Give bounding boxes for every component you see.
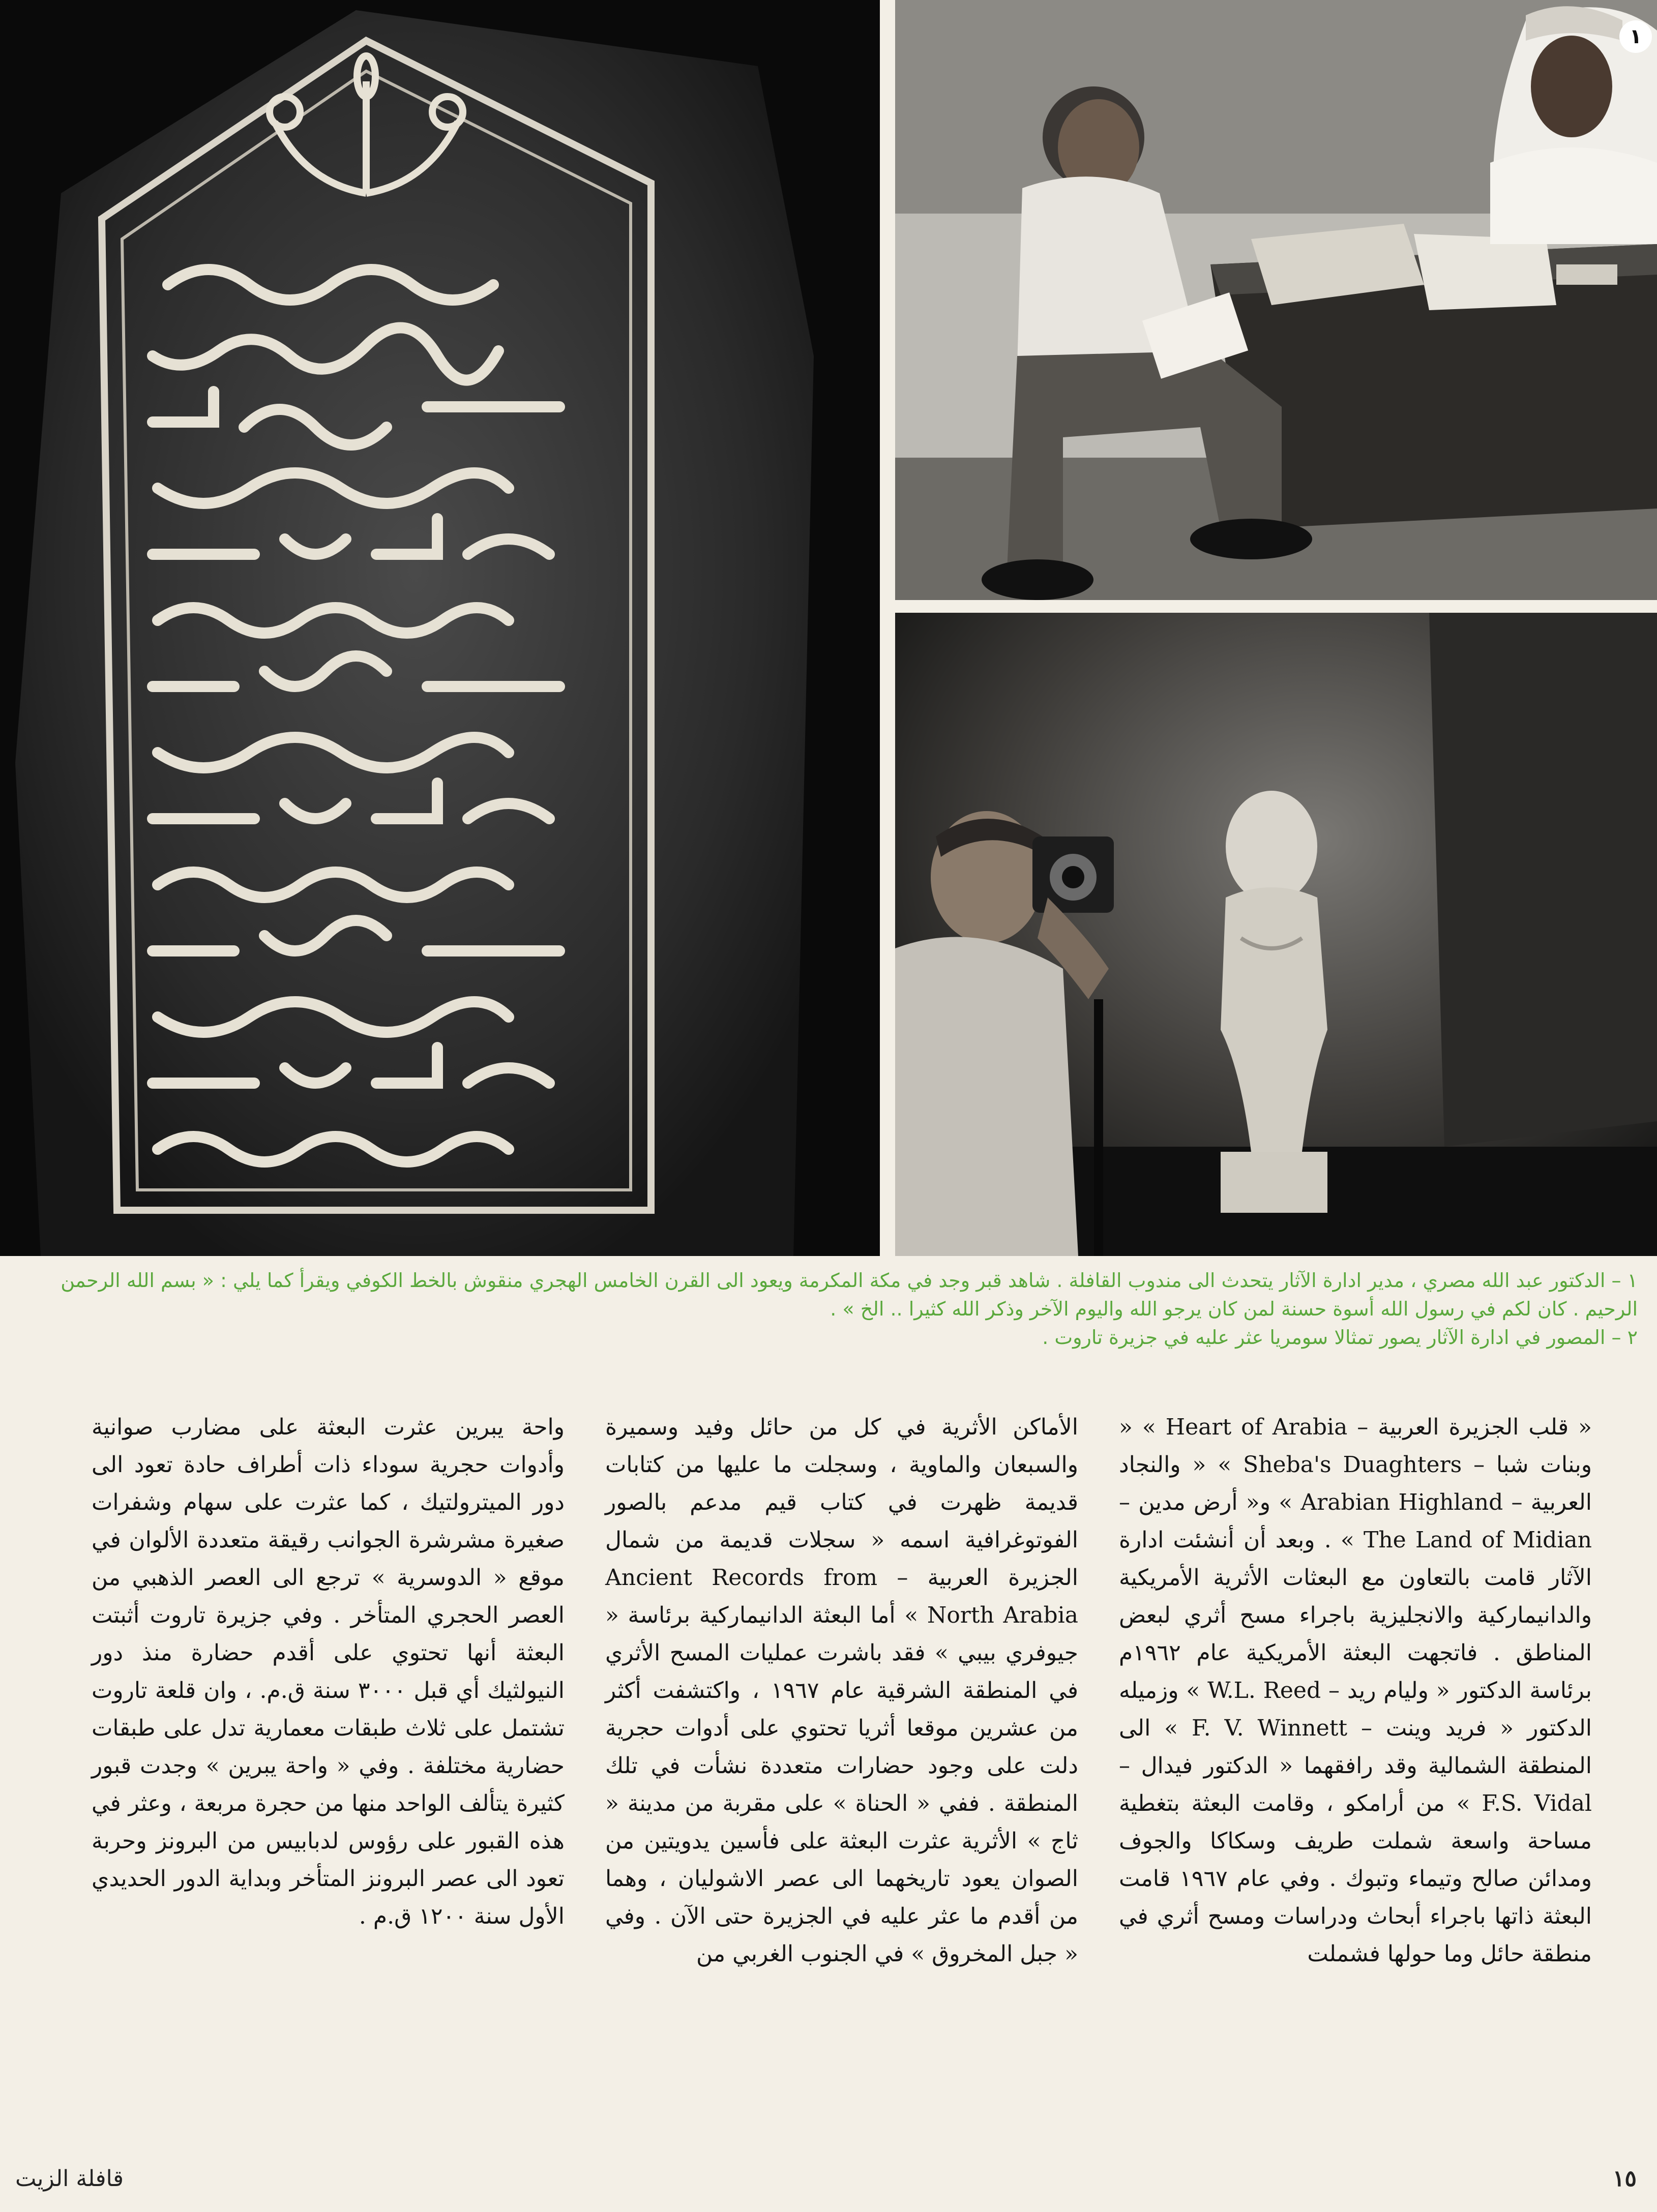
- page-number: ١٥: [1612, 2166, 1637, 2192]
- column-right-text: « قلب الجزيرة العربية – Heart of Arabia » « وبنات شبا – Sheba's Duaghters » « والنجاد العربية – Arabian Highland » و« أرض مدين – The Land of Midian » . وبعد أن أنشئت ادارة الآثار قامت بالتعاون مع البعثات الأثرية الأمريكية والدانيماركية والانجليزية باجراء مسح أثري لبعض المناطق . فاتجهت البعثة الأمريكية عام ١٩٦٢م برئاسة الدكتور « وليام ريد – W.L. Reed » وزميله الدكتور « فريد وينت – F. V. Winnett » الى المنطقة الشمالية وقد رافقهما « الدكتور فيدال – F.S. Vidal » من أرامكو ، وقامت البعثة بتغطية مساحة واسعة شملت طريف وسكاكا والجوف ومدائن صالح وتيماء وتبوك . وفي عام ١٩٦٧ قامت البعثة ذاتها باجراء أبحاث ودراسات ومسح أثري في منطقة حائل وما حولها فشملت: [1119, 1414, 1592, 1967]
- photo-captions: [20, 1266, 1638, 1352]
- office-illustration: [895, 0, 1657, 600]
- column-left-text: واحة يبرين عثرت البعثة على مضارب صوانية وأدوات حجرية سوداء ذات أطراف حادة تعود الى دور الميترولتيك ، كما عثرت على سهام وشفرات صغيرة مشرشرة الجوانب رقيقة متعددة الألوان في موقع « الدوسرية » ترجع الى العصر الذهبي من العصر الحجري المتأخر . وفي جزيرة تاروت أثبتت البعثة أنها تحتوي على أقدم حضارة منذ دور النيولثيك أي قبل ٣٠٠٠ سنة ق.م. ، وان قلعة تاروت تشتمل على ثلاث طبقات معمارية تدل على طبقات حضارية مختلفة . وفي « واحة يبرين » وجدت قبور كثيرة يتألف الواحد منها من حجرة مربعة ، وعثر في هذه القبور على رؤوس لدبابيس من البرونز وحربة تعود الى عصر البرونز المتأخر وبداية الدور الحديدي الأول سنة ١٢٠٠ ق.م .: [92, 1414, 565, 1929]
- caption-2: ٢ – المصور في ادارة الآثار يصور تمثالا سومريا عثر عليه في جزيرة تاروت .: [1042, 1326, 1638, 1349]
- tombstone-photo: [0, 0, 880, 1256]
- text-column-middle: [605, 1409, 1078, 2131]
- text-column-right: [1119, 1409, 1592, 2131]
- column-middle-text: الأماكن الأثرية في كل من حائل وفيد وسميرة والسبعان والماوية ، وسجلت ما عليها من كتابات قديمة ظهرت في كتاب قيم مدعم بالصور الفوتوغرافية اسمه « سجلات قديمة من شمال الجزيرة العربية – Ancient Records from North Arabia » أما البعثة الدانيماركية برئاسة « جيوفري بيبي » فقد باشرت عمليات المسح الأثري في المنطقة الشرقية عام ١٩٦٧ ، واكتشفت أكثر من عشرين موقعا أثريا تحتوي على أدوات حجرية دلت على وجود حضارات متعددة نشأت في تلك المنطقة . ففي « الحناة » على مقربة من مدينة « ثاج » الأثرية عثرت البعثة على فأسين يدويتين من الصوان يعود تاريخهما الى عصر الاشوليان ، وهما من أقدم ما عثر عليه في الجزيرة حتى الآن . وفي « جبل المخروق » في الجنوب الغربي من: [605, 1414, 1079, 1967]
- statue-photo: [895, 613, 1657, 1256]
- statue-illustration: [895, 613, 1657, 1256]
- text-column-left: [92, 1409, 565, 2131]
- magazine-name: قافلة الزيت: [15, 2166, 124, 2192]
- tombstone-illustration: [0, 0, 880, 1256]
- photo-number-1: ١: [1619, 20, 1652, 53]
- caption-1: ١ – الدكتور عبد الله مصري ، مدير ادارة الآثار يتحدث الى مندوب القافلة . شاهد قبر وجد في مكة المكرمة ويعود الى القرن الخامس الهجري منقوش بالخط الكوفي ويقرأ كما يلي : « بسم الله الرحمن الرحيم . كان لكم في رسول الله أسوة حسنة لمن كان يرجو الله واليوم الآخر وذكر الله كثيرا .. الخ » .: [61, 1269, 1638, 1320]
- office-photo: [895, 0, 1657, 600]
